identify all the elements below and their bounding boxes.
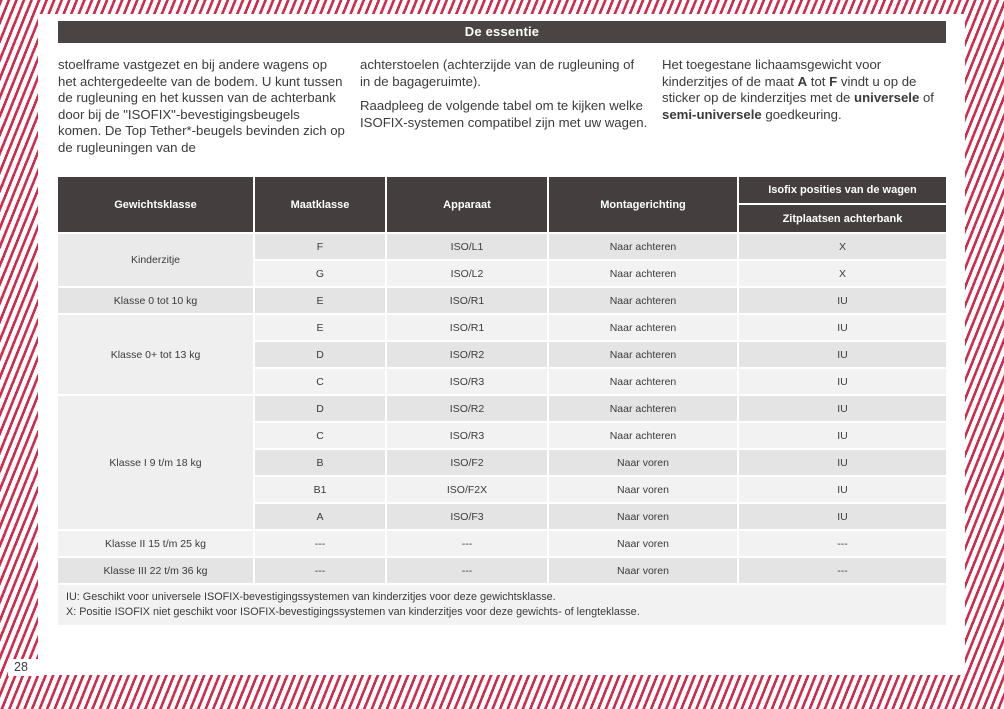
table-header-gewichtsklasse: Gewichtsklasse xyxy=(58,177,253,232)
table-cell: Naar achteren xyxy=(549,342,737,367)
table-cell: ISO/F2X xyxy=(387,477,547,502)
table-cell: ISO/R1 xyxy=(387,315,547,340)
footnote-line: X: Positie ISOFIX niet geschikt voor ISOFIX-bevestigingssystemen van kinderzitjes voor deze gewichts- of lengteklasse. xyxy=(66,606,640,618)
table-cell: Naar achteren xyxy=(549,288,737,313)
intro-text-segment: Het toegestane lichaamsgewicht voor kinderzitjes of de maat xyxy=(662,57,882,89)
table-cell: D xyxy=(255,342,385,367)
intro-paragraph: achterstoelen (achterzijde van de rugleuning of in de bagageruimte). xyxy=(360,57,635,89)
table-cell: Naar achteren xyxy=(549,396,737,421)
intro-paragraph: stoelframe vastgezet en bij andere wagens op het achtergedeelte van de bodem. U kunt tussen de rugleuning en het kussen van de achterbank door bij de "ISOFIX"-bevestigingsbeugels komen. De Top Tether*-beugels bevinden zich op de rugleuningen van de xyxy=(58,57,345,155)
table-cell: D xyxy=(255,396,385,421)
page-title: De essentie xyxy=(58,21,946,43)
intro-column-3 xyxy=(662,57,948,165)
intro-column-1 xyxy=(58,57,346,165)
table-cell: ISO/R3 xyxy=(387,369,547,394)
table-cell: --- xyxy=(387,558,547,583)
table-cell: Naar voren xyxy=(549,531,737,556)
table-cell: Naar voren xyxy=(549,504,737,529)
table-cell: E xyxy=(255,288,385,313)
table-header-montagerichting: Montagerichting xyxy=(549,177,737,232)
table-cell: IU xyxy=(739,396,946,421)
table-cell: Naar voren xyxy=(549,477,737,502)
table-cell: IU xyxy=(739,342,946,367)
intro-bold-segment: semi-universele xyxy=(662,106,762,122)
table-cell: IU xyxy=(739,450,946,475)
table-header-zitplaatsen: Zitplaatsen achterbank xyxy=(739,205,946,232)
table-cell: ISO/R3 xyxy=(387,423,547,448)
table-header-maatklasse: Maatklasse xyxy=(255,177,385,232)
isofix-table xyxy=(58,177,946,625)
table-cell: Naar achteren xyxy=(549,234,737,259)
table-cell: X xyxy=(739,234,946,259)
table-cell: B xyxy=(255,450,385,475)
intro-bold-segment: universele xyxy=(854,90,920,106)
table-header-apparaat: Apparaat xyxy=(387,177,547,232)
intro-column-2 xyxy=(360,57,648,165)
intro-text-segment: of xyxy=(919,90,934,106)
table-cell: Naar achteren xyxy=(549,423,737,448)
table-cell: C xyxy=(255,369,385,394)
table-cell: IU xyxy=(739,423,946,448)
table-cell: ISO/R2 xyxy=(387,342,547,367)
table-cell: --- xyxy=(387,531,547,556)
table-cell: G xyxy=(255,261,385,286)
intro-bold-segment: A xyxy=(797,73,808,89)
intro-text-columns xyxy=(58,57,948,165)
intro-bold-segment: F xyxy=(829,73,838,89)
table-cell: IU xyxy=(739,504,946,529)
table-cell: Naar achteren xyxy=(549,261,737,286)
table-cell: --- xyxy=(739,531,946,556)
weight-class-cell: Klasse III 22 t/m 36 kg xyxy=(58,558,253,583)
table-cell: IU xyxy=(739,288,946,313)
table-cell: ISO/F3 xyxy=(387,504,547,529)
table-cell: Naar voren xyxy=(549,450,737,475)
table-cell: IU xyxy=(739,369,946,394)
table-cell: F xyxy=(255,234,385,259)
weight-class-cell: Klasse 0+ tot 13 kg xyxy=(58,315,253,394)
table-cell: Naar voren xyxy=(549,558,737,583)
weight-class-cell: Klasse II 15 t/m 25 kg xyxy=(58,531,253,556)
table-header-isofix-posities: Isofix posities van de wagen xyxy=(739,177,946,203)
table-cell: IU xyxy=(739,477,946,502)
weight-class-cell: Klasse 0 tot 10 kg xyxy=(58,288,253,313)
intro-paragraph xyxy=(662,57,948,123)
table-cell: ISO/R1 xyxy=(387,288,547,313)
table-cell: A xyxy=(255,504,385,529)
intro-text-segment: goedkeuring. xyxy=(761,106,842,122)
weight-class-cell: Klasse I 9 t/m 18 kg xyxy=(58,396,253,529)
intro-paragraph: Raadpleeg de volgende tabel om te kijken welke ISOFIX-systemen compatibel zijn met uw wagen. xyxy=(360,98,648,130)
table-cell: E xyxy=(255,315,385,340)
table-cell: --- xyxy=(739,558,946,583)
table-footnotes xyxy=(58,585,946,625)
isofix-table-grid xyxy=(58,177,946,625)
intro-text-segment: vindt u op de sticker op de kinderzitjes met de xyxy=(662,73,917,106)
table-cell: --- xyxy=(255,558,385,583)
table-cell: IU xyxy=(739,315,946,340)
table-cell: B1 xyxy=(255,477,385,502)
footnote-line: IU: Geschikt voor universele ISOFIX-bevestigingssystemen van kinderzitjes voor deze gewichtsklasse. xyxy=(66,591,556,603)
table-cell: C xyxy=(255,423,385,448)
table-cell: ISO/L2 xyxy=(387,261,547,286)
page-number: 28 xyxy=(8,659,42,676)
table-cell: X xyxy=(739,261,946,286)
table-cell: ISO/L1 xyxy=(387,234,547,259)
table-cell: ISO/R2 xyxy=(387,396,547,421)
table-cell: --- xyxy=(255,531,385,556)
weight-class-cell: Kinderzitje xyxy=(58,234,253,286)
table-cell: Naar achteren xyxy=(549,369,737,394)
table-cell: ISO/F2 xyxy=(387,450,547,475)
intro-text-segment: tot xyxy=(807,73,830,89)
table-cell: Naar achteren xyxy=(549,315,737,340)
